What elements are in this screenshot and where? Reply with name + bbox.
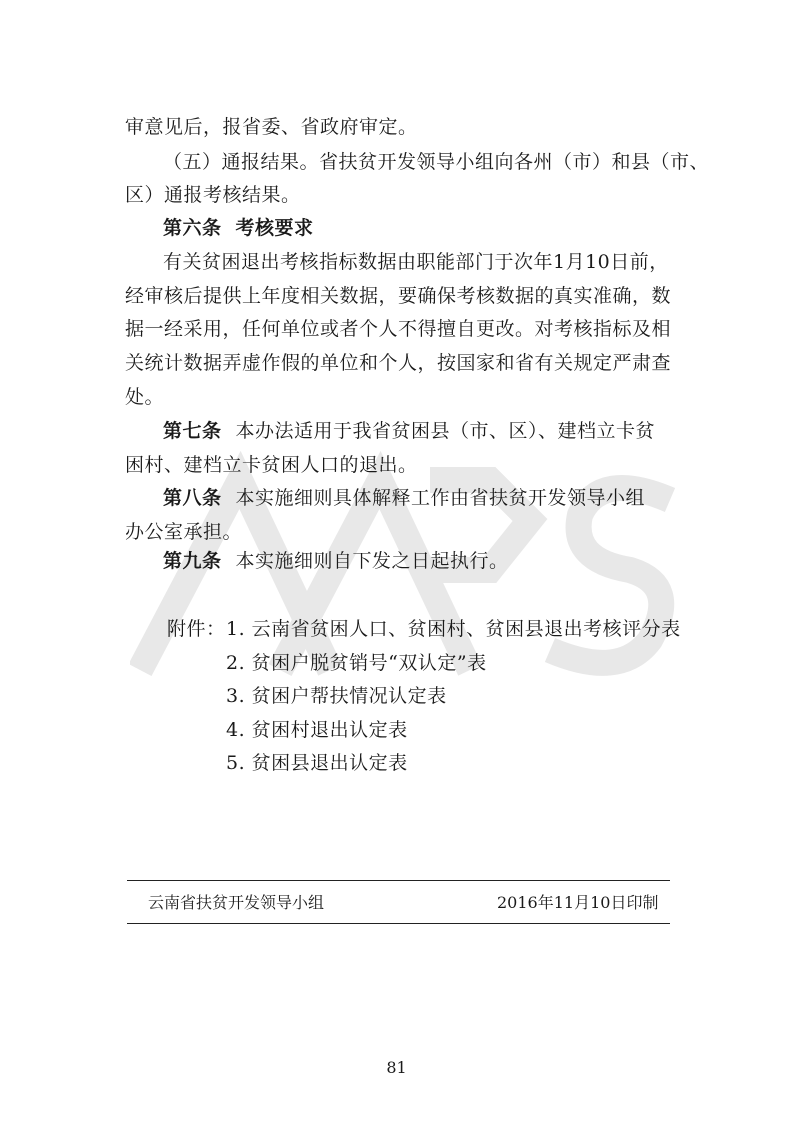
para-line-7: 据一经采用，任何单位或者个人不得擅自更改。对考核指标及相 — [125, 318, 672, 340]
article-6-heading — [163, 215, 708, 241]
article-8-title: 第八条 — [163, 487, 222, 509]
article-6-subject: 考核要求 — [235, 217, 314, 239]
footer-top-rule — [127, 880, 670, 881]
article-9-text: 本实施细则自下发之日起执行。 — [235, 550, 509, 572]
attachment-item-4: 4. 贫困村退出认定表 — [226, 719, 408, 741]
para-line-5: 有关贫困退出考核指标数据由职能部门于次年1月10日前， — [163, 251, 669, 273]
footer-issuer: 云南省扶贫开发领导小组 — [148, 893, 325, 912]
para-line-13: 办公室承担。 — [125, 521, 243, 543]
para-line-2: （五）通报结果。省扶贫开发领导小组向各州（市）和县（市、 — [163, 151, 710, 173]
article-7-text: 本办法适用于我省贫困县（市、区）、建档立卡贫 — [235, 420, 656, 442]
attachment-item-5: 5. 贫困县退出认定表 — [226, 752, 408, 774]
article-8-text: 本实施细则具体解释工作由省扶贫开发领导小组 — [235, 487, 646, 509]
article-6-title: 第六条 — [163, 217, 222, 239]
para-line-9: 处。 — [125, 386, 165, 408]
attachment-item-1: 1. 云南省贫困人口、贫困村、贫困县退出考核评分表 — [226, 618, 681, 640]
footer-bottom-rule — [127, 923, 670, 924]
para-line-11: 困村、建档立卡贫困人口的退出。 — [125, 454, 418, 476]
article-7-title: 第七条 — [163, 420, 222, 442]
article-9 — [163, 548, 708, 574]
para-line-8: 关统计数据弄虚作假的单位和个人，按国家和省有关规定严肃查 — [125, 352, 672, 374]
para-line-3: 区）通报考核结果。 — [125, 184, 301, 206]
article-7 — [163, 418, 708, 444]
article-8 — [163, 485, 708, 511]
footer-date: 2016年11月10日印制 — [497, 893, 659, 912]
para-line-6: 经审核后提供上年度相关数据，要确保考核数据的真实准确，数 — [125, 285, 672, 307]
attachment-item-3: 3. 贫困户帮扶情况认定表 — [226, 685, 447, 707]
article-9-title: 第九条 — [163, 550, 222, 572]
attachments-label: 附件： — [167, 618, 226, 640]
page-number: 81 — [386, 1058, 407, 1077]
attachment-item-2: 2. 贫困户脱贫销号“双认定”表 — [226, 652, 487, 674]
para-line-1: 审意见后，报省委、省政府审定。 — [125, 116, 418, 138]
